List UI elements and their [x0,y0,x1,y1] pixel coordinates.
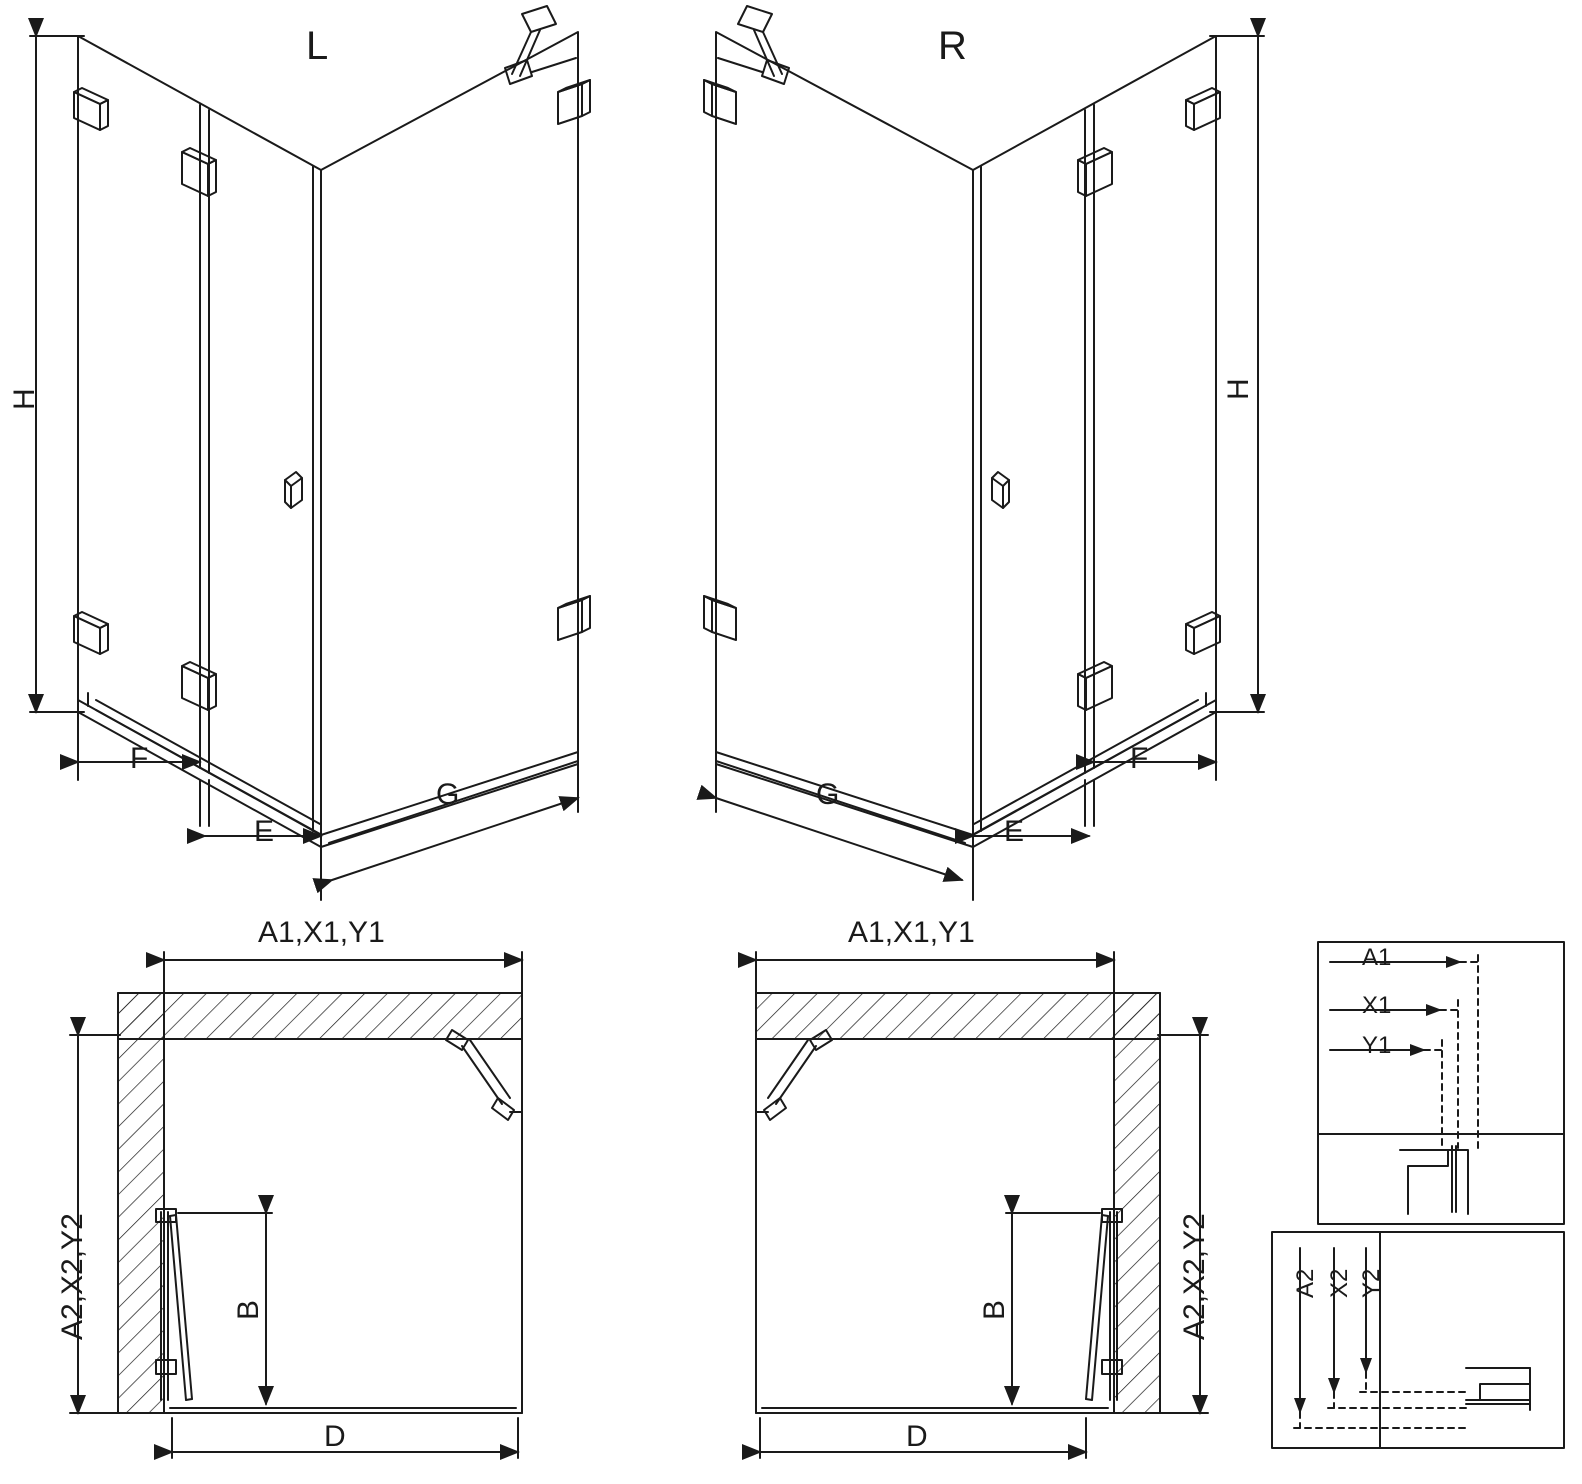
plan-right-top-dim-label: A1,X1,Y1 [848,916,975,949]
dim-label-e-right: E [1004,815,1025,848]
view-title-left: L [306,24,329,68]
view-title-right: R [938,24,967,68]
detail-bottom-label-y2: Y2 [1358,1268,1385,1298]
plan-right-side-dim-label: A2,X2,Y2 [1178,1213,1211,1340]
plan-right-geometry [756,952,1208,1458]
plan-right-bottom-dim-label: D [906,1420,928,1453]
iso-left-geometry [30,6,590,900]
detail-bottom-geometry [1272,1232,1564,1448]
detail-bottom-label-a2: A2 [1292,1268,1319,1298]
dim-label-g-right: G [816,778,840,811]
dim-label-e-left: E [254,815,275,848]
plan-left-geometry [70,952,522,1458]
dim-label-h-left: H [8,388,41,410]
detail-top-label-x1: X1 [1362,992,1392,1019]
detail-top-label-y1: Y1 [1362,1032,1392,1059]
dim-label-f-left: F [130,742,149,775]
plan-left-bottom-dim-label: D [324,1420,346,1453]
detail-bottom-label-x2: X2 [1326,1268,1353,1298]
plan-left-door-dim-label: B [232,1299,265,1320]
iso-right-geometry [704,6,1264,900]
plan-left-side-dim-label: A2,X2,Y2 [56,1213,89,1340]
dim-label-f-right: F [1130,742,1149,775]
plan-left-top-dim-label: A1,X1,Y1 [258,916,385,949]
dim-label-h-right: H [1222,378,1255,400]
dim-label-g-left: G [436,778,460,811]
detail-top-geometry [1318,942,1564,1224]
detail-top-label-a1: A1 [1362,944,1392,971]
plan-right-door-dim-label: B [978,1299,1011,1320]
